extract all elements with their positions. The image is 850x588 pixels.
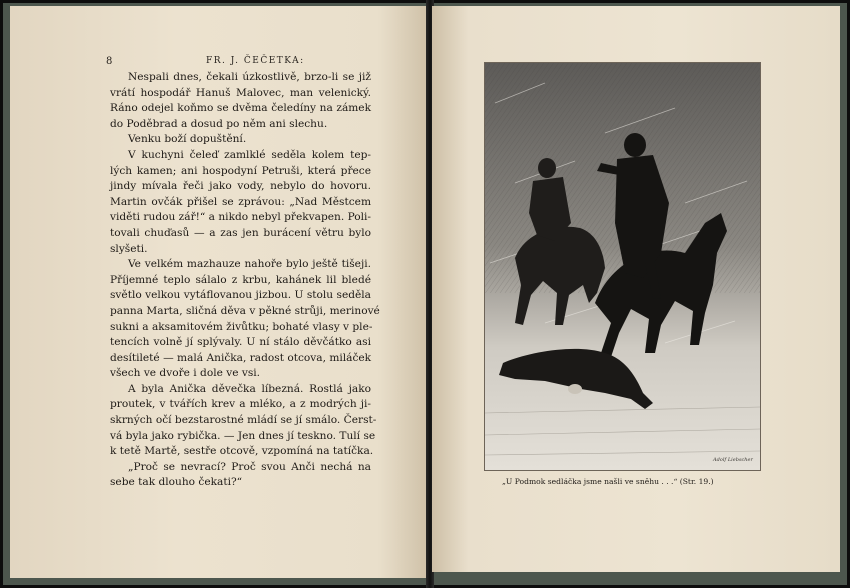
text-line: A byla Anička děvečka líbezná. Rostlá jako [128,382,371,395]
text-line: slyšeti. [110,242,148,255]
running-head: FR. J. ČEČETKA: [206,56,305,66]
illustration-caption: „U Podmok sedláčka jsme našli ve sněhu . . .“ (Str. 19.) [502,477,714,486]
text-line: všech ve dvoře i dole ve vsi. [110,367,261,380]
text-line: proutek, v tvářích krev a mléko, a z modrých ji- [110,398,371,411]
text-line: Příjemné teplo sálalo z krbu, kahánek lil bledé [110,273,371,286]
snowstorm-horsemen-illustration [485,63,760,470]
text-line: světlo velkou vytáflovanou jizbou. U stolu seděla [110,289,371,302]
text-line: vrátí hospodář Hanuš Malovec, man velenický. [110,86,371,99]
right-page [432,6,840,572]
text-line: desítileté — malá Anička, radost otcova, miláček [110,351,372,364]
page-number: 8 [106,56,114,67]
illustration-plate [484,62,761,471]
text-line: skrných očí bezstarostné mládí se jí smálo. Čerst- [110,414,377,427]
text-line: „Proč se nevrací? Proč svou Anči nechá na [128,460,371,473]
left-page [10,6,428,578]
text-line: sukni a aksamitovém živůtku; bohaté vlasy v ple- [110,320,373,333]
text-line: tovali chuďasů — a zas jen burácení větru bylo [110,226,371,239]
body-text [110,70,380,491]
text-line: sebe tak dlouho čekati?“ [110,476,243,489]
text-line: lých kamen; ani hospodyní Petruši, která přece [110,164,371,177]
text-line: Martin ovčák přišel se zprávou: „Nad Městcem [110,195,371,208]
text-line: viděti rudou zář!“ a nikdo nebyl překvapen. Poli- [110,211,372,224]
text-line: vá byla jako rybička. — Jen dnes jí teskno. Tulí se [110,429,376,442]
text-line: Ráno odejel koňmo se dvěma čeledíny na zámek [110,102,371,115]
text-line: tencích volně jí splývaly. U ní stálo děvčátko asi [110,336,371,349]
text-line: Ve velkém mazhauze nahoře bylo ještě tišeji. [128,258,371,271]
text-line: Venku boží dopuštění. [128,133,247,146]
text-line: k tetě Martě, sestře otcově, vzpomíná na tatíčka. [110,445,374,458]
text-line: jindy mívala řeči jako vody, nebylo do hovoru. [110,180,371,193]
text-line: do Poděbrad a dosud po něm ani slechu. [110,117,328,130]
text-line: Nespali dnes, čekali úzkostlivě, brzo-li se již [128,71,371,83]
text-line: V kuchyni čeleď zamlklé seděla kolem tep- [128,148,371,161]
svg-text:Adolf Liebscher: Adolf Liebscher [713,457,753,463]
text-line: panna Marta, sličná děva v pěkné strůji, merinové [110,304,380,317]
